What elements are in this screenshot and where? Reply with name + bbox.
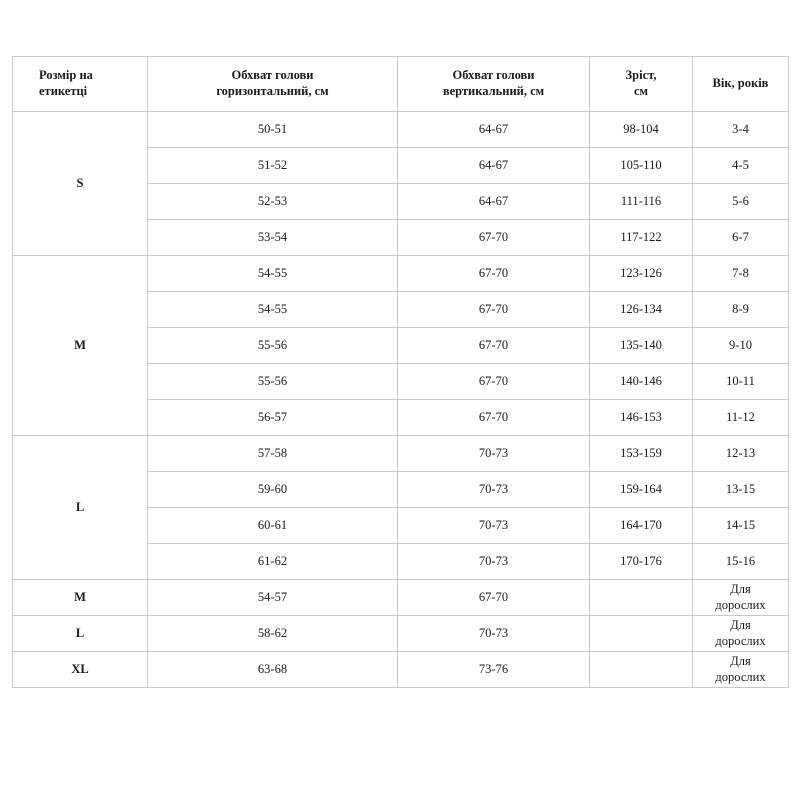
cell-vertical: 70-73 [398,472,590,508]
cell-height: 98-104 [590,112,693,148]
cell-vertical: 64-67 [398,112,590,148]
cell-age: 13-15 [693,472,789,508]
cell-horizontal: 52-53 [148,184,398,220]
cell-height [590,580,693,616]
cell-vertical: 70-73 [398,616,590,652]
cell-age: 8-9 [693,292,789,328]
cell-age: 11-12 [693,400,789,436]
cell-age: 10-11 [693,364,789,400]
table-header [13,57,789,112]
cell-age: Для дорослих [693,616,789,652]
cell-vertical: 67-70 [398,580,590,616]
size-table-container [12,56,788,688]
cell-height: 153-159 [590,436,693,472]
size-label-cell: M [13,256,148,436]
cell-age: 6-7 [693,220,789,256]
table-body [13,112,789,688]
cell-vertical: 67-70 [398,256,590,292]
cell-horizontal: 50-51 [148,112,398,148]
cell-height [590,652,693,688]
cell-vertical: 70-73 [398,436,590,472]
size-label-cell: M [13,580,148,616]
size-label-cell: L [13,436,148,580]
header-height: Зріст, см [590,57,693,112]
cell-height: 164-170 [590,508,693,544]
size-label-cell: S [13,112,148,256]
table-row [13,436,789,472]
cell-horizontal: 61-62 [148,544,398,580]
cell-height: 105-110 [590,148,693,184]
table-row [13,616,789,652]
cell-age: 4-5 [693,148,789,184]
cell-vertical: 67-70 [398,400,590,436]
header-size-label: Розмір на етикетці [13,57,148,112]
cell-vertical: 64-67 [398,184,590,220]
header-vertical-circumference: Обхват голови вертикальний, см [398,57,590,112]
cell-height: 159-164 [590,472,693,508]
cell-age: 14-15 [693,508,789,544]
cell-vertical: 70-73 [398,508,590,544]
cell-horizontal: 53-54 [148,220,398,256]
cell-vertical: 64-67 [398,148,590,184]
cell-horizontal: 58-62 [148,616,398,652]
cell-height: 140-146 [590,364,693,400]
cell-height: 123-126 [590,256,693,292]
cell-age: 7-8 [693,256,789,292]
cell-age: Для дорослих [693,652,789,688]
cell-horizontal: 54-57 [148,580,398,616]
cell-vertical: 67-70 [398,220,590,256]
cell-horizontal: 54-55 [148,256,398,292]
cell-horizontal: 56-57 [148,400,398,436]
cell-height: 126-134 [590,292,693,328]
cell-vertical: 73-76 [398,652,590,688]
cell-height: 170-176 [590,544,693,580]
table-row [13,652,789,688]
cell-vertical: 70-73 [398,544,590,580]
cell-horizontal: 51-52 [148,148,398,184]
cell-vertical: 67-70 [398,292,590,328]
cell-horizontal: 55-56 [148,328,398,364]
cell-age: 12-13 [693,436,789,472]
cell-horizontal: 59-60 [148,472,398,508]
cell-height: 117-122 [590,220,693,256]
cell-height [590,616,693,652]
cell-height: 111-116 [590,184,693,220]
cell-age: Для дорослих [693,580,789,616]
cell-vertical: 67-70 [398,364,590,400]
cell-vertical: 67-70 [398,328,590,364]
size-label-cell: L [13,616,148,652]
table-row [13,112,789,148]
table-row [13,256,789,292]
cell-horizontal: 63-68 [148,652,398,688]
table-row [13,580,789,616]
cell-height: 135-140 [590,328,693,364]
header-horizontal-circumference: Обхват голови горизонтальний, см [148,57,398,112]
cell-horizontal: 57-58 [148,436,398,472]
size-label-cell: XL [13,652,148,688]
cell-age: 3-4 [693,112,789,148]
cell-age: 9-10 [693,328,789,364]
cell-age: 5-6 [693,184,789,220]
header-age: Вік, років [693,57,789,112]
table-header-row [13,57,789,112]
cell-horizontal: 60-61 [148,508,398,544]
cell-height: 146-153 [590,400,693,436]
size-chart-table [12,56,789,688]
cell-age: 15-16 [693,544,789,580]
cell-horizontal: 55-56 [148,364,398,400]
cell-horizontal: 54-55 [148,292,398,328]
